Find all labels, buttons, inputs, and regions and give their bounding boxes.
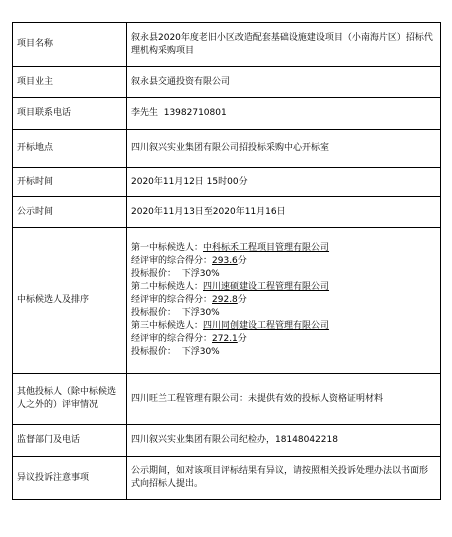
contact-label: 项目联系电话 — [13, 98, 127, 130]
candidate-3-score: 272.1 — [212, 334, 238, 344]
open-time-value: 2020年11月12日 15时00分 — [127, 168, 441, 197]
candidate-1-score-line — [131, 255, 436, 268]
row-venue — [13, 130, 441, 168]
supervision-value: 四川叙兴实业集团有限公司纪检办，18148042218 — [127, 425, 441, 457]
candidate-2 — [131, 281, 436, 320]
candidate-1-score-unit: 分 — [237, 256, 247, 266]
owner-value: 叙永县交通投资有限公司 — [127, 67, 441, 98]
candidate-1-score-label: 经评审的综合得分： — [131, 256, 213, 266]
others-value: 四川旺兰工程管理有限公司：未提供有效的投标人资格证明材料 — [127, 374, 441, 425]
candidate-2-line — [131, 281, 436, 294]
supervision-label: 监督部门及电话 — [13, 425, 127, 457]
row-project-name — [13, 23, 441, 67]
candidate-2-score-unit: 分 — [237, 295, 247, 305]
row-others — [13, 374, 441, 425]
candidate-2-score-line — [131, 294, 436, 307]
candidate-1-quote: 投标报价： 下浮30% — [131, 269, 220, 279]
venue-value: 四川叙兴实业集团有限公司招投标采购中心开标室 — [127, 130, 441, 168]
owner-label: 项目业主 — [13, 67, 127, 98]
objection-label: 异议投诉注意事项 — [13, 457, 127, 500]
row-objection — [13, 457, 441, 500]
candidate-2-score: 292.8 — [212, 295, 238, 305]
contact-value: 李先生 13982710801 — [127, 98, 441, 130]
candidate-2-name: 四川速硕建设工程管理有限公司 — [203, 282, 330, 292]
candidate-2-quote: 投标报价： 下浮30% — [131, 308, 220, 318]
row-candidates — [13, 228, 441, 374]
row-publicity — [13, 197, 441, 228]
candidate-1 — [131, 242, 436, 281]
candidate-3-score-label: 经评审的综合得分： — [131, 334, 213, 344]
candidates-label: 中标候选人及排序 — [13, 228, 127, 374]
row-contact — [13, 98, 441, 130]
candidate-1-name: 中科标禾工程项目管理有限公司 — [203, 243, 330, 253]
row-open-time — [13, 168, 441, 197]
candidate-3-line — [131, 320, 436, 333]
project-name-label: 项目名称 — [13, 23, 127, 67]
candidate-3-score-line — [131, 333, 436, 346]
candidate-1-rank: 第一中标候选人： — [131, 243, 204, 253]
candidate-1-score: 293.6 — [212, 256, 238, 266]
objection-value: 公示期间，如对该项目评标结果有异议，请按照相关投诉处理办法以书面形式向招标人提出。 — [127, 457, 441, 500]
candidate-3-name: 四川同创建设工程管理有限公司 — [203, 321, 330, 331]
candidate-3-rank: 第三中标候选人： — [131, 321, 204, 331]
others-label: 其他投标人（除中标候选人之外的）评审情况 — [13, 374, 127, 425]
venue-label: 开标地点 — [13, 130, 127, 168]
candidate-1-line — [131, 242, 436, 255]
project-name-value: 叙永县2020年度老旧小区改造配套基础设施建设项目（小南海片区）招标代理机构采购项目 — [127, 23, 441, 67]
row-supervision — [13, 425, 441, 457]
candidate-2-rank: 第二中标候选人： — [131, 282, 204, 292]
publicity-label: 公示时间 — [13, 197, 127, 228]
candidate-3-score-unit: 分 — [237, 334, 247, 344]
open-time-label: 开标时间 — [13, 168, 127, 197]
candidate-3-quote: 投标报价： 下浮30% — [131, 347, 220, 357]
bid-result-table — [12, 22, 441, 500]
row-owner — [13, 67, 441, 98]
candidates-value — [127, 228, 441, 374]
candidate-3 — [131, 320, 436, 359]
candidate-2-score-label: 经评审的综合得分： — [131, 295, 213, 305]
publicity-value: 2020年11月13日至2020年11月16日 — [127, 197, 441, 228]
